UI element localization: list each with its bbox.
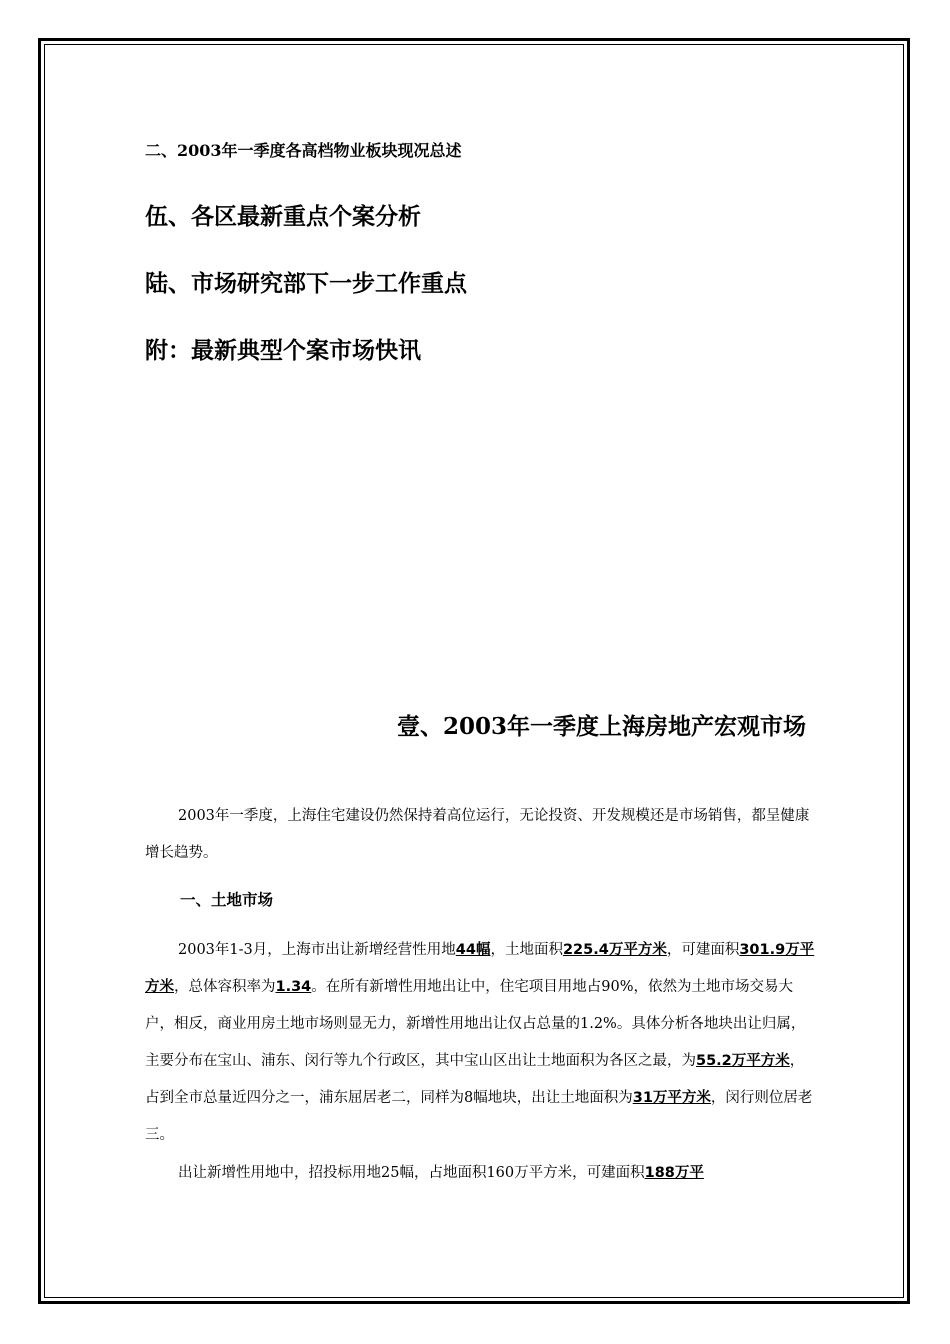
toc-item-2: 二、2003年一季度各高档物业板块现况总述 [145, 141, 462, 160]
toc-item-6: 陆、市场研究部下一步工作重点 [145, 271, 467, 297]
text-run: 出让新增性用地中，招投标用地25幅，占地面积160万平方米，可建面积 [178, 1165, 645, 1181]
highlight-tender-buildable-area: 188万平 [644, 1165, 704, 1181]
land-market-paragraph-2 [145, 1155, 815, 1192]
highlight-baoshan-area: 55.2万平方米 [696, 1053, 790, 1069]
text-run: 2003年1-3月，上海市出让新增经营性用地 [178, 942, 456, 958]
text-run: ，占到全市总量近四分之一，浦东屈居老二，同样为8幅地块，出让土地面积为 [145, 1053, 805, 1106]
toc-item-5: 伍、各区最新重点个案分析 [145, 204, 421, 230]
highlight-pudong-area: 31万平方米 [632, 1090, 711, 1106]
highlight-land-area: 225.4万平方米 [562, 942, 667, 958]
intro-paragraph: 2003年一季度，上海住宅建设仍然保持着高位运行，无论投资、开发规模还是市场销售，都呈健康增长趋势。 [145, 808, 810, 861]
highlight-plot-ratio: 1.34 [275, 979, 312, 995]
text-run: ，土地面积 [490, 942, 563, 958]
highlight-buildable-area: 301.9万平方米 [145, 942, 815, 995]
text-run: ，可建面积 [666, 942, 740, 958]
text-run: ，总体容积率为 [174, 979, 276, 995]
toc-appendix: 附：最新典型个案市场快讯 [145, 338, 421, 364]
text-run: ，闵行则位居老三。 [145, 1090, 813, 1143]
chapter-title: 壹、2003年一季度上海房地产宏观市场 [396, 713, 806, 740]
land-market-paragraph-1 [145, 932, 815, 1154]
highlight-plot-count: 44幅 [455, 942, 491, 958]
text-run: 。在所有新增性用地出让中，住宅项目用地占90%，依然为土地市场交易大户，相反，商业用房土地市场则显无力，新增性用地出让仅占总量的1.2%。具体分析各地块出让归属，主要分布在宝山、浦东、闵行等九个行政区，其中宝山区出让土地面积为各区之最，为 [145, 979, 806, 1069]
section-heading-land-market: 一、土地市场 [180, 891, 274, 909]
